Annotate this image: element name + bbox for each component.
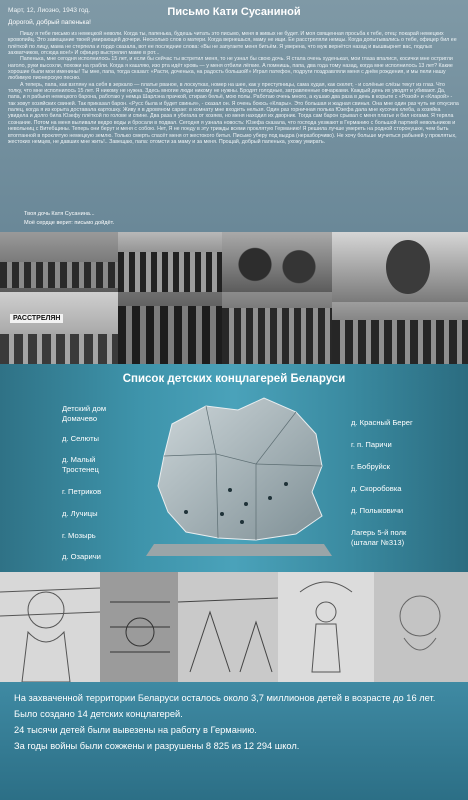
camp-left-item: г. Мозырь (62, 531, 96, 540)
photo-figures (118, 306, 222, 364)
photo-sign-text: РАССТРЕЛЯН (10, 314, 63, 323)
photo-children-crowd (222, 292, 332, 364)
letter-body (8, 31, 460, 145)
camp-right-item: г. п. Паричи (351, 440, 392, 449)
letter-greeting: Дорогой, добрый папенька! (8, 19, 91, 26)
camp-left-item: д. Лучицы (62, 509, 98, 518)
letter-paragraph: Пишу я тебе письмо из немецкой неволи. Когда ты, папенька, будешь читать это письмо, меня в живых не будет. И моя священная просьба к тебе, отец: покарай немецких кровопийц. Это завещание твоей умирающей дочери. Несколько слов о матери. Когда вернешься, маму не ищи. Ее расстреляли немцы. Когда допытывались о тебе, офицер бил ее плёткой по лицу, мама не стерпела и гордо сказала, вот ее последние слова: «Вы не запугаете меня битьём. Я уверена, что муж вернётся назад и вышвырнет вас, подлых захватчиков, отсюда вон!» И офицер выстрелил маме в рот... (8, 31, 457, 57)
photo-boy-portrait (332, 232, 468, 302)
photo-camp-children (118, 232, 222, 292)
camp-right-item: Лагерь 5-й полк (шталаг №313) (351, 528, 407, 547)
photo-collage (0, 232, 468, 364)
photo-children-group (0, 232, 118, 292)
photo-figures (222, 246, 332, 292)
photo-two-children (222, 232, 332, 292)
fact-line: Было создано 14 детских концлагерей. (14, 709, 183, 719)
camp-right-item: д. Скоробовка (351, 484, 402, 493)
letter-signature: Твоя дочь Катя Сусанина... (24, 211, 95, 217)
photo-figures (0, 262, 118, 288)
fact-line: 24 тысячи детей были вывезены на работу в Германию. (14, 725, 257, 735)
memorial-map-image (146, 394, 332, 556)
letter-date: Март, 12, Лиозно, 1943 год. (8, 7, 91, 14)
letter-paragraph: Папенька, мне сегодня исполнилось 15 лет, и если бы сейчас ты встретил меня, то не узнал бы свою дочь. Я стала очень худенькая, мои глаза впалися, косички мне остригли наголо, руки высохли, похожи на грабли. Когда я кашляю, изо рта идёт кровь — у меня отбили лёгкие. А помнишь, папа, два года тому назад, когда мне исполнилось 13 лет? Какие хорошие были мои именины! Ты мне, папа, тогда сказал: «Расти, доченька, на радость большой!» Играл патефон, подруги поздравляли меня с днём рождения, и мы пели нашу любимую пионерскую песню. (8, 56, 453, 82)
photo-figures (222, 308, 332, 364)
drawings-graphic (0, 572, 468, 682)
memorial-base (146, 544, 332, 556)
photo-children-lined-up (332, 302, 468, 364)
photo-figures (332, 320, 468, 364)
drawings-collage (0, 572, 468, 682)
camp-left-item: д. Малый Тростенец (62, 455, 99, 474)
letter-title: Письмо Кати Сусаниной (167, 6, 301, 18)
photo-figures (118, 252, 222, 292)
letter-note: Моё сердце верит: письмо дойдёт. (24, 220, 115, 226)
fact-line: За годы войны были сожжены и разрушены 8 825 из 12 294 школ. (14, 741, 300, 751)
camp-right-item: г. Бобруйск (351, 462, 390, 471)
memorial-map-graphic (146, 394, 332, 556)
photo-figures (0, 334, 118, 364)
camp-left-item: Детский дом Домачево (62, 404, 107, 423)
photo-children-behind-wire (118, 292, 222, 364)
camp-left-item: г. Петриков (62, 487, 102, 496)
photo-figures (386, 240, 430, 294)
camp-left-item: д. Озаричи (62, 552, 101, 561)
photo-execution-sign (0, 292, 118, 364)
camp-right-item: д. Полыковичи (351, 506, 404, 515)
belarus-map-shape (158, 398, 322, 540)
letter-paragraph: А теперь, папа, как взгляну на себя в зеркало — платье рваное, в лоскутках, номер на шее, как у преступницы, сама худая, как скелет, - и солёные слёзы текут из глаз. Что толку, что мне исполнилось 15 лет. Я никому не нужна. Здесь многие люди никому не нужны. Бродят голодные, затравленные овчарками. Каждый день их уводят и убивают. Да, папа, и я рабыня немецкого барона, работаю у немца Шарлэна прачкой, стираю бельё, мою полы. Работаю очень много, а кушаю два раза в день в корыте с «Розой» и «Кларой» - так зовут хозяйских свиней. Так приказал барон. «Русс была и будет свинья», - сказал он. Я очень боюсь «Клары». Это большая и жадная свинья. Она мне один раз чуть не откусила палец, когда я из корыта доставала картошку. Живу я в дровяном сарае: в комнату мне входить нельзя. Один раз горничная полька Юзефа дала мне кусочек хлеба, а хозяйка увидела и долго била Юзефу плёткой по голове и спине. Два раза я убегала от хозяев, но меня находил их дворник. Тогда сам барон срывал с меня платье и бил ногами. Я теряла сознание. Потом на меня выливали ведро воды и бросали в подвал. Сегодня я узнала новость: Юзефа сказала, что господа уезжают в Германию с большой партией невольников и невольниц с Витебщины. Теперь они берут и меня с собою. Нет, Я не поеду в эту трижды всеми проклятую Германию! Я решила лучше умереть на родной сторонушке, чем быть втоптанной в проклятую немецкую землю. Только смерть спасёт меня от жестокого битья. Письмо уберу под выдра (неразборчиво). Не хочу больше мучиться рабыней у проклятых, жестоких немцев, не давших мне жить!.. Завещаю, папа: отомсти за маму и за меня. Прощай, добрый папенька, ухожу умирать. (8, 81, 459, 145)
camp-left-item: д. Селюты (62, 434, 100, 443)
fact-line: На захваченной территории Беларуси осталось около 3,7 миллионов детей в возрасте до 16 лет. (14, 693, 436, 703)
camp-right-item: д. Красный Берег (351, 418, 413, 427)
camp-list-title: Список детских концлагерей Беларуси (122, 373, 346, 385)
